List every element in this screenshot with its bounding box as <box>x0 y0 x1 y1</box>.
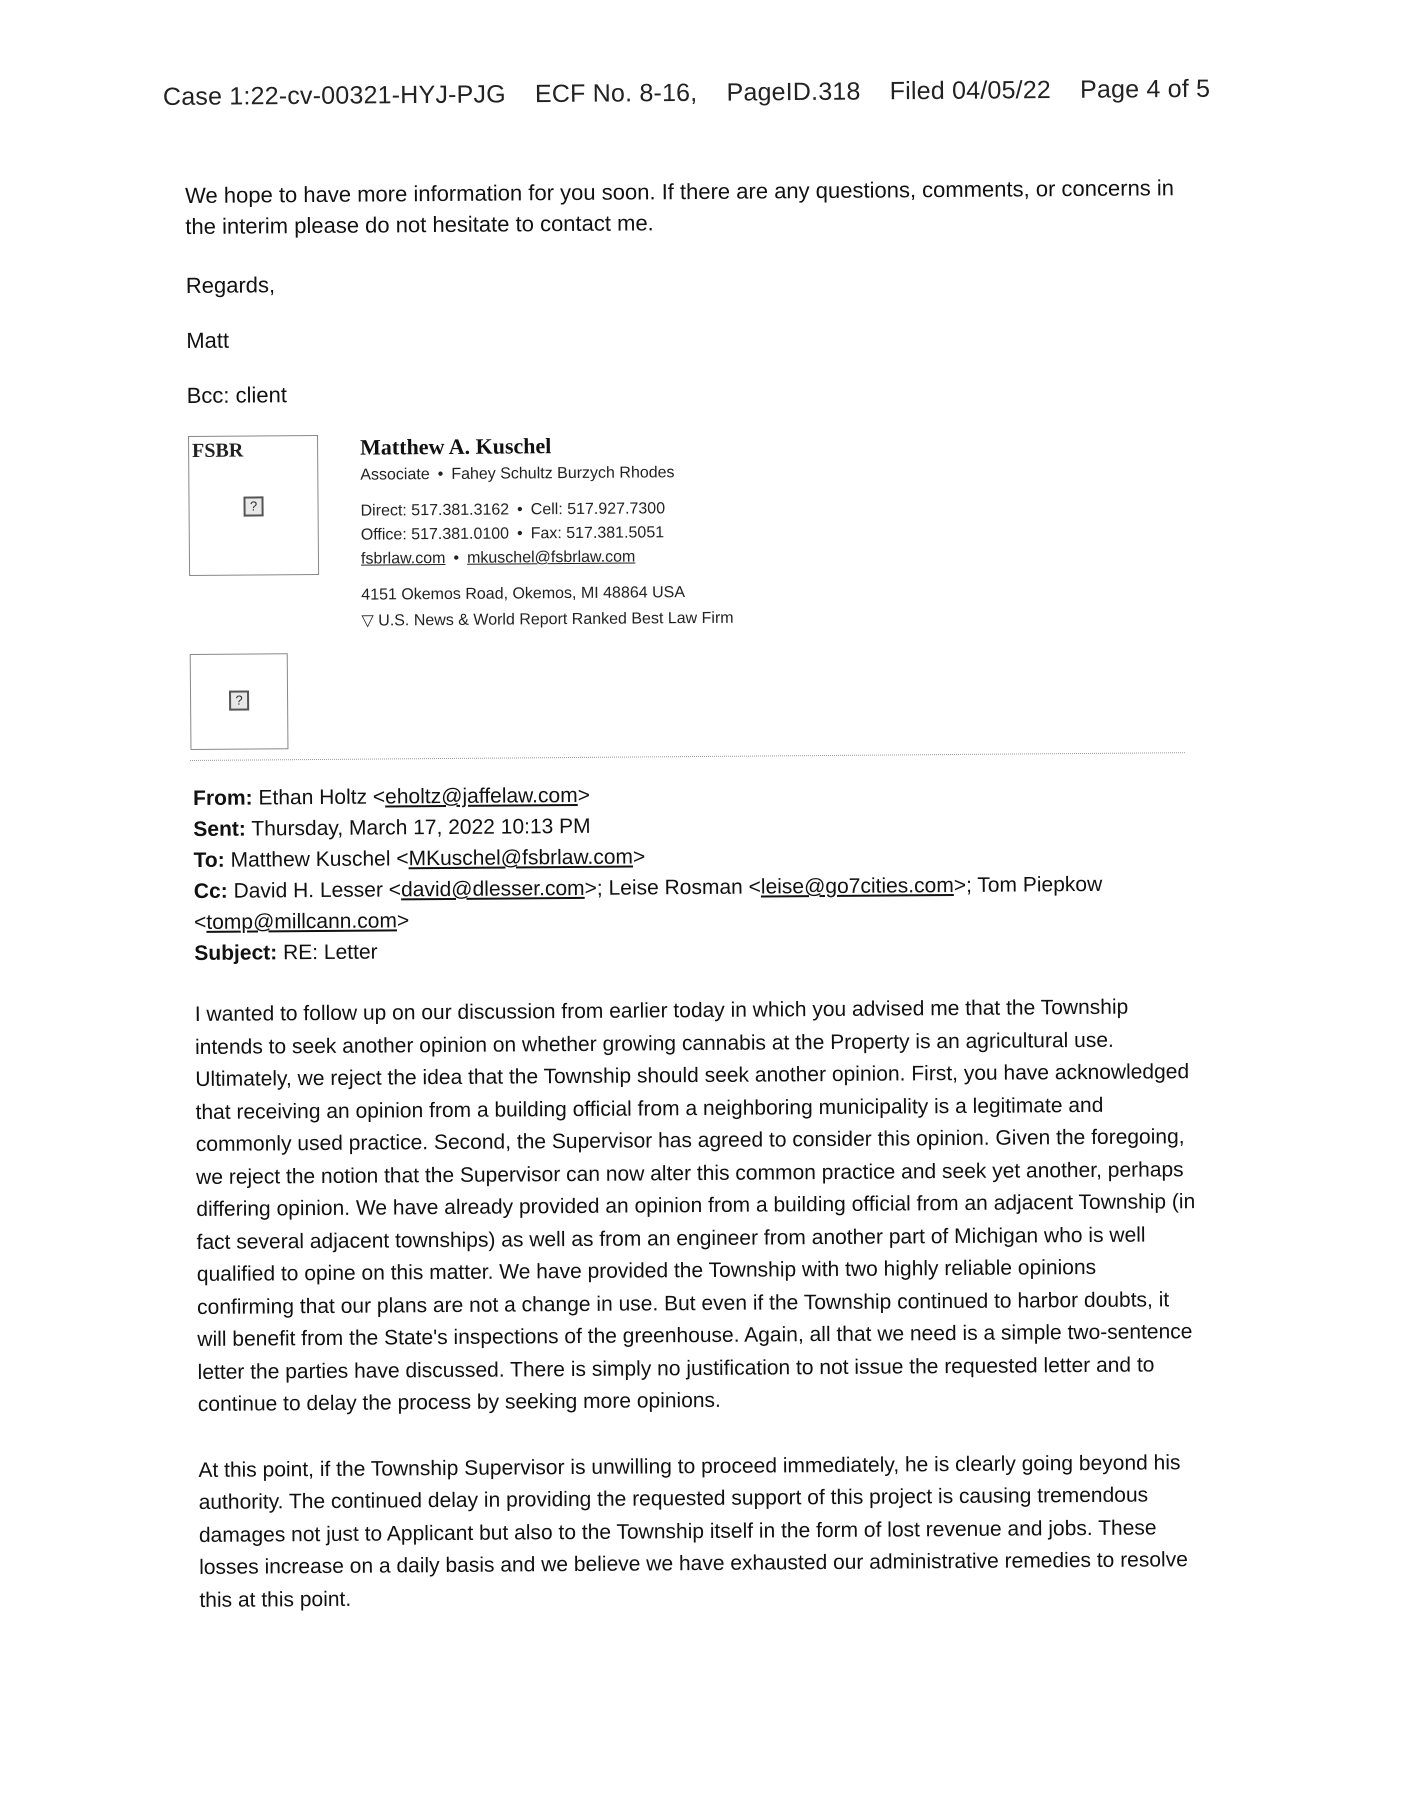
firm-logo-placeholder <box>188 435 319 576</box>
cc-1-email-link[interactable]: david@dlesser.com <box>400 876 585 902</box>
cc-3-email-link[interactable]: tomp@millcann.com <box>206 909 397 934</box>
signature-title-line <box>360 464 732 485</box>
from-label: From: <box>193 786 253 810</box>
subject-value: RE: Letter <box>282 940 378 965</box>
sender-first-name: Matt <box>186 327 230 353</box>
forwarded-email <box>193 775 1200 1617</box>
phone-line-1 <box>361 500 733 521</box>
cc-line <box>194 868 1194 938</box>
signature-firm: Fahey Schultz Burzych Rhodes <box>451 464 675 483</box>
fax-number: Fax: 517.381.5051 <box>530 524 665 543</box>
to-name: Matthew Kuschel < <box>230 847 409 872</box>
sent-value: Thursday, March 17, 2022 10:13 PM <box>251 814 591 841</box>
cc-2-name: >; Leise Rosman < <box>584 875 761 900</box>
from-close: > <box>577 783 590 807</box>
cc-3-name: >; Tom Piepkow < <box>194 872 1103 934</box>
email-signature <box>188 429 1088 708</box>
direct-phone: Direct: 517.381.3162 <box>360 501 510 520</box>
ranking-line <box>361 608 733 631</box>
badge-image-placeholder <box>190 653 289 750</box>
broken-image-icon: ? <box>229 691 249 711</box>
signature-details <box>360 432 734 637</box>
cc-2-email-link[interactable]: leise@go7cities.com <box>760 874 954 899</box>
case-number: Case 1:22-cv-00321-HYJ-PJG <box>162 80 506 111</box>
website-link[interactable]: fsbrlaw.com <box>360 549 446 568</box>
filed-date: Filed 04/05/22 <box>889 76 1052 106</box>
email-separator <box>190 752 1185 761</box>
bullet-separator: • <box>516 525 523 543</box>
cc-label: Cc: <box>193 879 228 903</box>
cell-phone: Cell: 517.927.7300 <box>530 500 666 519</box>
office-phone: Office: 517.381.0100 <box>360 525 510 544</box>
intro-paragraph: We hope to have more information for you soon. If there are any questions, comments, or concerns in the interim please do not hesitate to contact me. <box>185 175 1175 239</box>
bullet-separator: • <box>437 465 444 484</box>
subject-label: Subject: <box>194 941 278 965</box>
ecf-number: ECF No. 8-16, <box>534 78 698 109</box>
signature-address: 4151 Okemos Road, Okemos, MI 48864 USA <box>361 584 686 604</box>
bcc-line: Bcc: client <box>186 382 288 408</box>
email-link[interactable]: mkuschel@fsbrlaw.com <box>466 548 636 567</box>
to-label: To: <box>193 848 225 872</box>
subject-line <box>194 930 1194 969</box>
broken-image-icon: ? <box>243 496 263 516</box>
from-email-link[interactable]: eholtz@jaffelaw.com <box>385 783 578 809</box>
page-number: Page 4 of 5 <box>1080 74 1211 104</box>
links-line <box>361 548 733 569</box>
regards-line: Regards, <box>185 272 276 298</box>
cc-close: > <box>396 909 410 933</box>
bullet-separator: • <box>517 501 523 519</box>
signature-name: Matthew A. Kuschel <box>359 433 552 460</box>
to-close: > <box>632 845 646 869</box>
page-id: PageID.318 <box>726 77 861 107</box>
body-paragraph-1: I wanted to follow up on our discussion from earlier today in which you advised me that the Township intends to seek another opinion on whether growing cannabis at the Property is an agricultural use. Ultimately, we reject the idea that the Township should seek another opinion. First, you have acknowledged that receiving an opinion from a building official from a neighboring municipality is a legitimate and commonly used practice. Second, the Supervisor has agreed to consider this opinion. Given the foregoing, we reject the notion that the Supervisor can now alter this common practice and seek yet another, perhaps differing opinion. We have already provided an opinion from a building official from an adjacent Township (in fact several adjacent townships) as well as from an engineer from another part of Michigan who is well qualified to opine on this matter. We have provided the Township with two highly reliable opinions confirming that our plans are not a change in use. But even if the Township continued to harbor doubts, it will benefit from the State's inspections of the greenhouse. Again, all that we need is a simple two-sentence letter the parties have discussed. There is simply no justification to not issue the requested letter and to continue to delay the process by seeking more opinions. <box>194 995 1196 1416</box>
body-paragraph-2: At this point, if the Township Supervisor is unwilling to proceed immediately, he is clearly going beyond his authority. The continued delay in providing the requested support of this project is causing tremendous damages not just to Applicant but also to the Township itself in the form of lost revenue and jobs. These losses increase on a daily basis and we believe we have exhausted our administrative remedies to resolve this at this point. <box>198 1450 1188 1612</box>
ranking-icon: ▽ <box>361 612 374 630</box>
reply-email-body <box>185 172 1187 411</box>
phone-line-2 <box>361 524 733 545</box>
ranking-text: U.S. News & World Report Ranked Best Law Firm <box>378 609 734 630</box>
court-filing-header <box>163 75 1232 112</box>
sent-label: Sent: <box>193 817 246 841</box>
signature-title: Associate <box>360 466 430 484</box>
cc-1-name: David H. Lesser < <box>233 878 402 903</box>
firm-logo-text: FSBR <box>192 439 244 462</box>
from-name: Ethan Holtz < <box>258 785 386 810</box>
to-email-link[interactable]: MKuschel@fsbrlaw.com <box>408 845 634 871</box>
bullet-separator: • <box>453 549 460 567</box>
